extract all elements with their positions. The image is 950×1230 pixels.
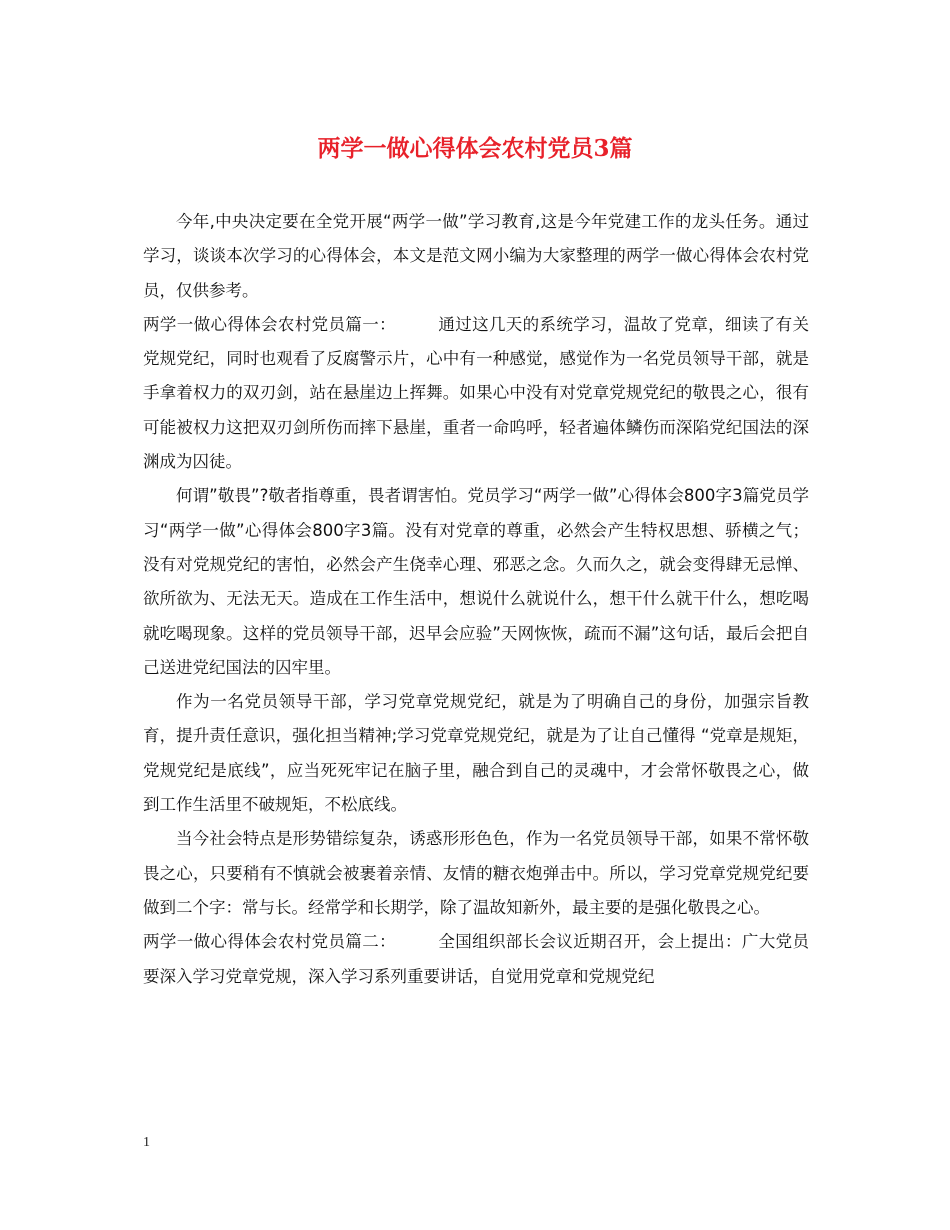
page-number: 1 (143, 1135, 150, 1150)
paragraph-reverence: 何谓”敬畏”?敬者指尊重，畏者谓害怕。党员学习“两学一做”心得体会800字3篇党员学习“两学一做”心得体会800字3篇。没有对党章的尊重，必然会产生特权思想、骄横之气；没有对党规党纪的害怕，必然会产生侥幸心理、邪恶之念。久而久之，就会变得肆无忌惮、欲所欲为、无法无天。造成在工作生活中，想说什么就说什么，想干什么就干什么，想吃喝就吃喝现象。这样的党员领导干部，迟早会应验”天网恢恢，疏而不漏”这句话，最后会把自己送进党纪国法的囚牢里。 (143, 486, 809, 677)
section-one-text: 通过这几天的系统学习，温故了党章，细读了有关党规党纪，同时也观看了反腐警示片，心中有一种感觉，感觉作为一名党员领导干部，就是手拿着权力的双刃剑，站在悬崖边上挥舞。如果心中没有对党章党规党纪的敬畏之心，很有可能被权力这把双刃剑所伤而摔下悬崖，重者一命呜呼，轻者遍体鳞伤而深陷党纪国法的深渊成为囚徒。 (143, 314, 810, 472)
section-two-heading: 两学一做心得体会农村党员篇二： (143, 932, 396, 952)
section-one-paragraph (143, 308, 809, 479)
section-one-heading: 两学一做心得体会农村党员篇一： (143, 314, 396, 334)
intro-paragraph: 今年,中央决定要在全党开展“两学一做”学习教育,这是今年党建工作的龙头任务。通过学习，谈谈本次学习的心得体会，本文是范文网小编为大家整理的两学一做心得体会农村党员，仅供参考。 (143, 212, 809, 300)
document-body (143, 205, 809, 994)
document-title: 两学一做心得体会农村党员3篇 (317, 135, 633, 162)
section-two-paragraph (143, 925, 809, 994)
section-two-text: 全国组织部长会议近期召开，会上提出：广大党员要深入学习党章党规，深入学习系列重要讲话，自觉用党章和党规党纪 (143, 932, 810, 986)
paragraph-society: 当今社会特点是形势错综复杂，诱惑形形色色，作为一名党员领导干部，如果不常怀敬畏之心，只要稍有不慎就会被裹着亲情、友情的糖衣炮弹击中。所以，学习党章党规党纪要做到二个字：常与长。经常学和长期学，除了温故知新外，最主要的是强化敬畏之心。 (143, 829, 809, 917)
paragraph-party-rules: 作为一名党员领导干部，学习党章党规党纪，就是为了明确自己的身份，加强宗旨教育，提升责任意识，强化担当精神;学习党章党规党纪，就是为了让自己懂得 “党章是规矩，党规党纪是底线”，应当死死牢记在脑子里，融合到自己的灵魂中，才会常怀敬畏之心，做到工作生活里不破规矩，不松底线。 (143, 692, 809, 815)
